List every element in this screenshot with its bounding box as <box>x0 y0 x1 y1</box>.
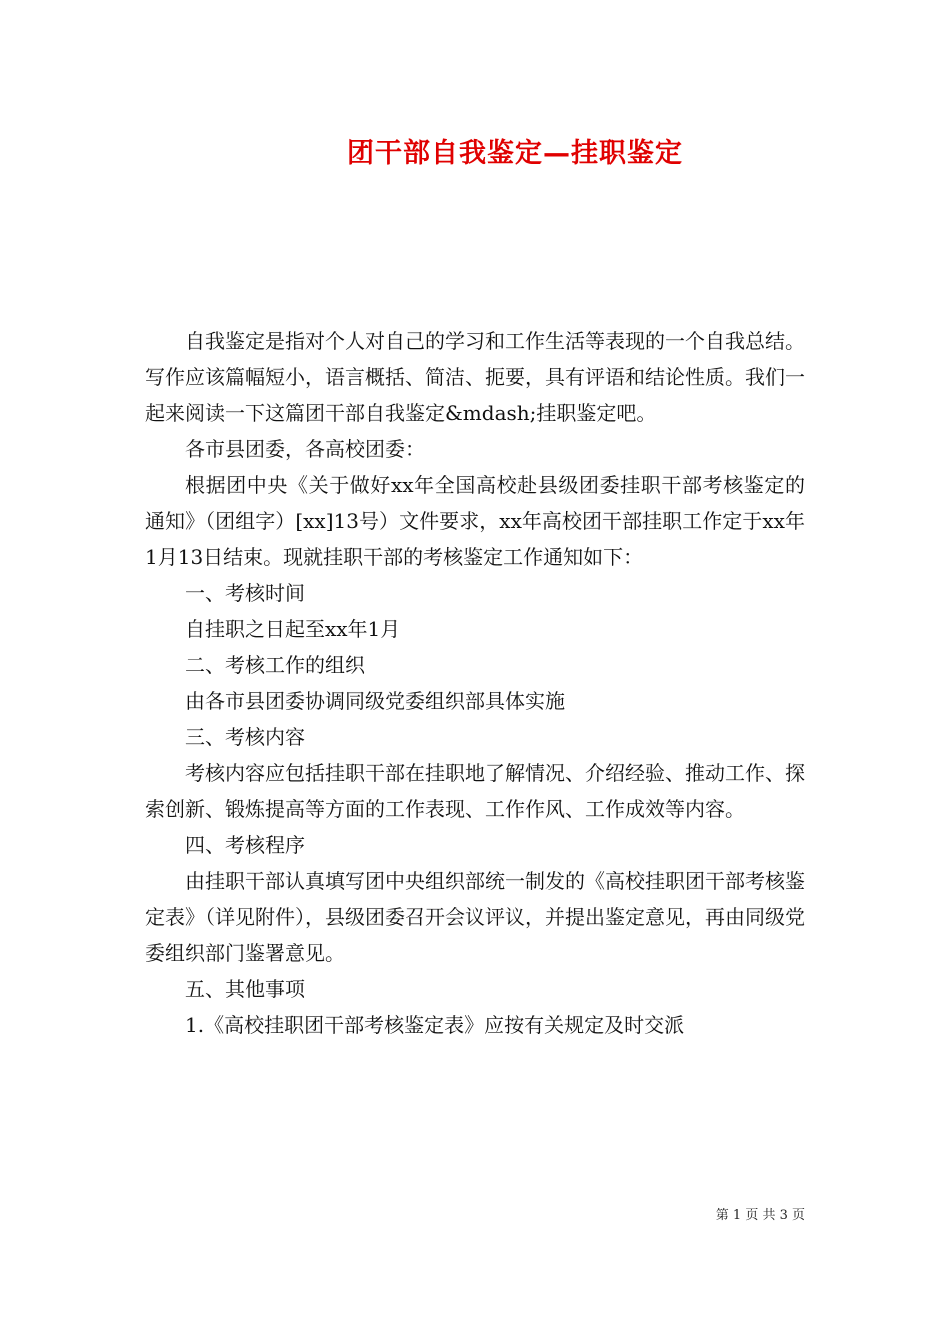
salutation-paragraph: 各市县团委，各高校团委： <box>185 437 425 461</box>
section-body-3: 考核内容应包括挂职干部在挂职地了解情况、介绍经验、推动工作、探索创新、锻炼提高等方面的工作表现、工作作风、工作成效等内容。 <box>145 761 805 821</box>
section-heading-1: 一、考核时间 <box>185 581 305 605</box>
intro-paragraph: 自我鉴定是指对个人对自己的学习和工作生活等表现的一个自我总结。写作应该篇幅短小，语言概括、简洁、扼要，具有评语和结论性质。我们一起来阅读一下这篇团干部自我鉴定&mdash;挂职鉴定吧。 <box>145 329 805 425</box>
section-body-2: 由各市县团委协调同级党委组织部具体实施 <box>185 689 565 713</box>
notice-paragraph: 根据团中央《关于做好xx年全国高校赴县级团委挂职干部考核鉴定的通知》（团组字）[xx]13号）文件要求，xx年高校团干部挂职工作定于xx年1月13日结束。现就挂职干部的考核鉴定工作通知如下： <box>145 473 805 569</box>
section-heading-4: 四、考核程序 <box>185 833 305 857</box>
section-body-1: 自挂职之日起至xx年1月 <box>185 617 401 641</box>
section-heading-3: 三、考核内容 <box>185 725 305 749</box>
page-number: 第 1 页 共 3 页 <box>715 1208 805 1223</box>
section-heading-2: 二、考核工作的组织 <box>185 653 365 677</box>
document-title: 团干部自我鉴定—挂职鉴定 <box>347 138 683 169</box>
section-body-5: 1.《高校挂职团干部考核鉴定表》应按有关规定及时交派 <box>185 1013 685 1037</box>
section-heading-5: 五、其他事项 <box>185 977 305 1001</box>
section-body-4: 由挂职干部认真填写团中央组织部统一制发的《高校挂职团干部考核鉴定表》（详见附件），县级团委召开会议评议，并提出鉴定意见，再由同级党委组织部门鉴署意见。 <box>145 869 805 965</box>
document-body <box>145 323 805 1043</box>
